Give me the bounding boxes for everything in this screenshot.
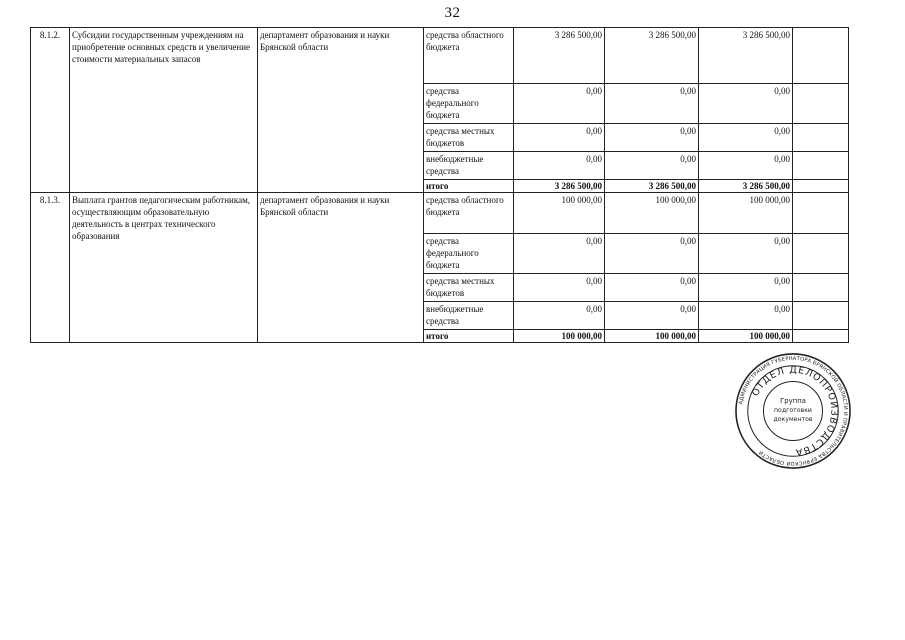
amount-year-2: 0,00	[605, 302, 699, 330]
amount-year-1: 0,00	[514, 152, 605, 180]
row-measure-name: Субсидии государственным учреждениям на приобретение основных средств и увеличение стоимости материальных запасов	[70, 28, 258, 193]
extra-cell	[793, 28, 849, 84]
table-row	[31, 193, 849, 234]
amount-year-3: 0,00	[699, 302, 793, 330]
total-year-2: 100 000,00	[605, 330, 699, 343]
amount-year-2: 0,00	[605, 124, 699, 152]
total-year-3: 100 000,00	[699, 330, 793, 343]
amount-year-3: 0,00	[699, 124, 793, 152]
total-label: итого	[424, 180, 514, 193]
stamp-inner-text: ОТДЕЛ ДЕЛОПРОИЗВОДСТВА	[750, 364, 840, 458]
row-executor: департамент образования и науки Брянской области	[258, 28, 424, 193]
funding-source-label: средства федерального бюджета	[424, 234, 514, 274]
amount-year-3: 0,00	[699, 84, 793, 124]
funding-source-label: средства областного бюджета	[424, 193, 514, 234]
extra-cell	[793, 302, 849, 330]
extra-cell	[793, 274, 849, 302]
amount-year-3: 0,00	[699, 234, 793, 274]
stamp-center-line: подготовки	[774, 406, 812, 414]
budget-table	[30, 27, 849, 343]
extra-cell	[793, 193, 849, 234]
funding-source-label: внебюджетные средства	[424, 302, 514, 330]
amount-year-1: 0,00	[514, 234, 605, 274]
amount-year-3: 0,00	[699, 274, 793, 302]
amount-year-1: 3 286 500,00	[514, 28, 605, 84]
amount-year-2: 0,00	[605, 234, 699, 274]
amount-year-2: 0,00	[605, 84, 699, 124]
table-row	[31, 28, 849, 84]
row-measure-name: Выплата грантов педагогическим работникам, осуществляющим образовательную деятельность в центрах технического образования	[70, 193, 258, 343]
funding-source-label: средства местных бюджетов	[424, 274, 514, 302]
amount-year-3: 3 286 500,00	[699, 28, 793, 84]
extra-cell	[793, 234, 849, 274]
extra-cell	[793, 330, 849, 343]
extra-cell	[793, 152, 849, 180]
official-stamp	[734, 352, 852, 470]
extra-cell	[793, 84, 849, 124]
amount-year-3: 100 000,00	[699, 193, 793, 234]
total-year-1: 3 286 500,00	[514, 180, 605, 193]
funding-source-label: средства федерального бюджета	[424, 84, 514, 124]
funding-source-label: внебюджетные средства	[424, 152, 514, 180]
total-label: итого	[424, 330, 514, 343]
amount-year-2: 0,00	[605, 152, 699, 180]
amount-year-1: 0,00	[514, 124, 605, 152]
amount-year-1: 0,00	[514, 84, 605, 124]
total-year-2: 3 286 500,00	[605, 180, 699, 193]
stamp-center-line: документов	[773, 415, 813, 423]
extra-cell	[793, 124, 849, 152]
stamp-center-line: Группа	[780, 397, 806, 406]
amount-year-2: 3 286 500,00	[605, 28, 699, 84]
funding-source-label: средства областного бюджета	[424, 28, 514, 84]
amount-year-1: 0,00	[514, 302, 605, 330]
total-year-3: 3 286 500,00	[699, 180, 793, 193]
row-executor: департамент образования и науки Брянской области	[258, 193, 424, 343]
extra-cell	[793, 180, 849, 193]
row-code: 8.1.2.	[31, 28, 70, 193]
amount-year-2: 100 000,00	[605, 193, 699, 234]
total-year-1: 100 000,00	[514, 330, 605, 343]
page-number: 32	[444, 5, 461, 21]
amount-year-1: 0,00	[514, 274, 605, 302]
amount-year-2: 0,00	[605, 274, 699, 302]
funding-source-label: средства местных бюджетов	[424, 124, 514, 152]
amount-year-3: 0,00	[699, 152, 793, 180]
row-code: 8.1.3.	[31, 193, 70, 343]
amount-year-1: 100 000,00	[514, 193, 605, 234]
stamp-outer-text: АДМИНИСТРАЦИЯ ГУБЕРНАТОРА БРЯНСКОЙ ОБЛАСТИ И ПРАВИТЕЛЬСТВА БРЯНСКОЙ ОБЛАСТИ	[738, 355, 849, 467]
